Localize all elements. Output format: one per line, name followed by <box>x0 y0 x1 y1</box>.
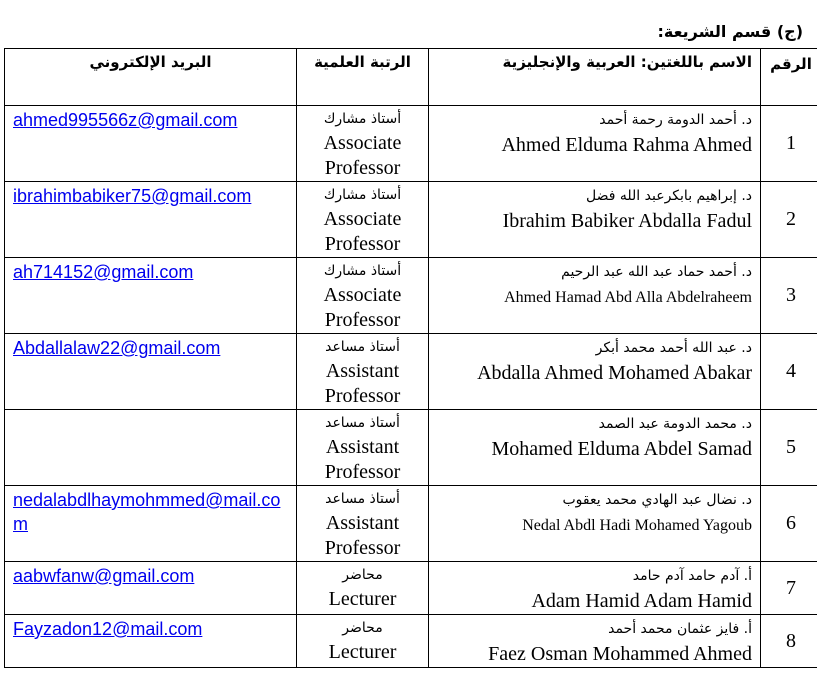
name-en: Ahmed Hamad Abd Alla Abdelraheem <box>504 289 752 306</box>
header-rank: الرتبة العلمية <box>297 49 429 106</box>
name-cell <box>429 562 761 615</box>
email-link[interactable]: aabwfanw@gmail.com <box>5 562 297 615</box>
row-number: 1 <box>761 106 817 182</box>
rank-cell <box>297 410 429 486</box>
email-link[interactable] <box>5 410 297 486</box>
row-number: 5 <box>761 410 817 486</box>
rank-cell <box>297 182 429 258</box>
rank-en: Associate Professor <box>323 284 402 331</box>
table-row <box>5 182 817 258</box>
name-cell <box>429 410 761 486</box>
header-num: الرقم <box>761 49 817 106</box>
row-number: 2 <box>761 182 817 258</box>
name-ar: د. إبراهيم بابكرعبد الله فضل <box>586 188 752 204</box>
name-cell <box>429 615 761 668</box>
name-en: Mohamed Elduma Abdel Samad <box>491 438 752 460</box>
faculty-table <box>4 48 817 668</box>
name-ar: د. نضال عبد الهادي محمد يعقوب <box>562 492 752 508</box>
section-title: (ج) قسم الشريعة: <box>657 22 803 41</box>
name-cell <box>429 106 761 182</box>
rank-ar: أستاذ مساعد <box>325 491 400 507</box>
header-email: البريد الإلكتروني <box>5 49 297 106</box>
rank-en: Lecturer <box>328 641 397 663</box>
header-name: الاسم باللغتين: العربية والإنجليزية <box>429 49 761 106</box>
rank-en: Associate Professor <box>323 208 402 255</box>
rank-cell <box>297 106 429 182</box>
row-number: 4 <box>761 334 817 410</box>
table-row <box>5 334 817 410</box>
rank-ar: أستاذ مشارك <box>323 263 402 279</box>
name-ar: د. محمد الدومة عبد الصمد <box>598 416 752 432</box>
name-en: Ibrahim Babiker Abdalla Fadul <box>502 210 752 232</box>
email-link[interactable]: Abdallalaw22@gmail.com <box>5 334 297 410</box>
rank-en: Assistant Professor <box>324 436 401 483</box>
rank-cell <box>297 562 429 615</box>
rank-cell <box>297 334 429 410</box>
rank-ar: أستاذ مساعد <box>325 415 400 431</box>
email-link[interactable]: nedalabdlhaymohmmed@mail.com <box>5 486 297 562</box>
rank-en: Associate Professor <box>323 132 402 179</box>
table-row <box>5 410 817 486</box>
rank-en: Assistant Professor <box>324 360 401 407</box>
name-en: Abdalla Ahmed Mohamed Abakar <box>477 362 752 384</box>
name-cell <box>429 486 761 562</box>
name-ar: د. أحمد الدومة رحمة أحمد <box>599 112 752 128</box>
table-row <box>5 106 817 182</box>
rank-ar: أستاذ مشارك <box>323 111 402 127</box>
email-link[interactable]: ibrahimbabiker75@gmail.com <box>5 182 297 258</box>
name-en: Nedal Abdl Hadi Mohamed Yagoub <box>522 517 752 534</box>
rank-cell <box>297 258 429 334</box>
name-ar: د. أحمد حماد عبد الله عبد الرحيم <box>561 264 752 280</box>
table-header-row <box>5 49 817 106</box>
name-cell <box>429 334 761 410</box>
rank-ar: أستاذ مشارك <box>323 187 402 203</box>
name-ar: أ. فايز عثمان محمد أحمد <box>608 621 752 637</box>
row-number: 6 <box>761 486 817 562</box>
rank-ar: محاضر <box>342 567 383 583</box>
row-number: 7 <box>761 562 817 615</box>
rank-en: Lecturer <box>328 588 397 610</box>
rank-ar: أستاذ مساعد <box>325 339 400 355</box>
name-en: Ahmed Elduma Rahma Ahmed <box>501 134 752 156</box>
row-number: 8 <box>761 615 817 668</box>
email-link[interactable]: ahmed995566z@gmail.com <box>5 106 297 182</box>
rank-ar: محاضر <box>342 620 383 636</box>
name-ar: أ. آدم حامد آدم حامد <box>632 568 752 584</box>
name-en: Adam Hamid Adam Hamid <box>531 590 752 612</box>
rank-en: Assistant Professor <box>324 512 401 559</box>
rank-cell <box>297 615 429 668</box>
row-number: 3 <box>761 258 817 334</box>
name-cell <box>429 182 761 258</box>
email-link[interactable]: Fayzadon12@mail.com <box>5 615 297 668</box>
table-row <box>5 486 817 562</box>
email-link[interactable]: ah714152@gmail.com <box>5 258 297 334</box>
name-cell <box>429 258 761 334</box>
name-en: Faez Osman Mohammed Ahmed <box>488 643 752 665</box>
table-row <box>5 615 817 668</box>
table-row <box>5 562 817 615</box>
rank-cell <box>297 486 429 562</box>
table-row <box>5 258 817 334</box>
name-ar: د. عبد الله أحمد محمد أبكر <box>595 340 752 356</box>
